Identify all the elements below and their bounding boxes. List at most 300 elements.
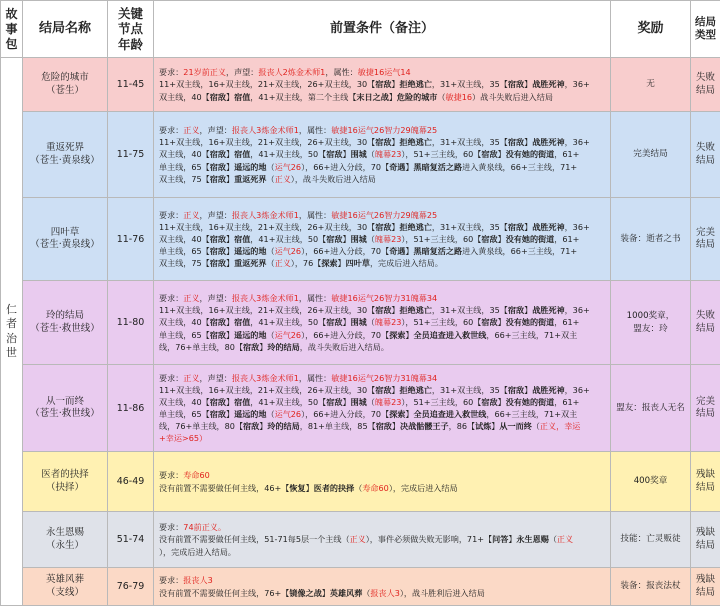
condition-line: [159, 533, 607, 545]
condition-text: （: [266, 409, 274, 419]
condition-text: 线，76+单主线，80【: [159, 421, 243, 431]
event-name: 围城: [351, 234, 367, 244]
event-name: 宿值: [234, 317, 250, 327]
condition-text: 】: [405, 246, 413, 256]
ending-type-cell: [691, 58, 720, 112]
ending-sub: （苍生·黄泉线）: [23, 239, 107, 251]
ending-name: 危险的城市: [23, 72, 107, 84]
ending-name-cell: [23, 365, 108, 452]
event-name: 宿值: [234, 397, 250, 407]
condition-text: 11+双主线，16+双主线，21+双主线，26+双主线，30【: [159, 137, 375, 147]
table-row: [1, 452, 720, 512]
event-name: 玲的结局: [267, 342, 299, 352]
condition-text: 双主线，75【: [159, 258, 210, 268]
condition-text: 11+双主线，16+双主线，21+双主线，26+双主线，30【: [159, 79, 375, 89]
condition-text: 进入黄泉线，66+三主线，71+: [462, 162, 577, 172]
event-name: 宿敌: [508, 137, 524, 147]
condition-text: 】: [322, 588, 330, 598]
requirement-highlight: 正义: [183, 373, 199, 383]
condition-text: ），51+三主线，60【: [401, 234, 481, 244]
table-body: [1, 58, 720, 606]
condition-text: 双主线，40【: [159, 397, 210, 407]
ending-type-text: 失败: [691, 142, 720, 154]
requirement-highlight: 寿命60: [362, 483, 389, 493]
event-name: 黑暗复活之路: [414, 246, 463, 256]
condition-text: 】: [405, 409, 413, 419]
condition-text: ），66+进入分歧，70【: [301, 246, 389, 256]
ending-type-text: 结局: [691, 482, 720, 494]
condition-text: （: [354, 483, 362, 493]
condition-text: 】: [524, 305, 532, 315]
requirement-highlight: 运气26: [275, 330, 302, 340]
event-name: 探索: [389, 330, 405, 340]
key-age: 11-76: [108, 198, 154, 281]
condition-text: ，41+双主线，50【: [250, 149, 326, 159]
ending-name: 四叶草: [23, 227, 107, 239]
event-name: 宿敌: [243, 421, 259, 431]
event-name: 围城: [351, 317, 367, 327]
key-age: 51-74: [108, 512, 154, 568]
event-name: 宿敌: [210, 397, 226, 407]
event-name: 试炼: [475, 421, 491, 431]
requirement-highlight: 21岁前正义: [183, 67, 226, 77]
condition-text: ，36+: [565, 222, 590, 232]
condition-text: （: [362, 588, 370, 598]
condition-text: 】: [391, 385, 399, 395]
requirement-highlight: 74前正义。: [183, 522, 226, 532]
condition-cell: [154, 568, 611, 606]
table-row: [1, 365, 720, 452]
key-age: 11-45: [108, 58, 154, 112]
condition-text: ，属性：: [299, 373, 331, 383]
reward-cell: [611, 568, 691, 606]
story-pack-cell: [1, 58, 23, 606]
event-name: 宿敌: [210, 174, 226, 184]
reward-text: 盟友：玲: [611, 323, 690, 335]
ending-type-text: 残缺: [691, 574, 720, 586]
ending-sub: （苍生·黄泉线）: [23, 155, 107, 167]
condition-text: 要求：: [159, 522, 183, 532]
condition-text: 】: [391, 222, 399, 232]
condition-text: ，61+: [554, 317, 579, 327]
event-name: 战胜死神: [532, 79, 564, 89]
condition-text: （: [266, 174, 274, 184]
ending-name: 永生恩赐: [23, 527, 107, 539]
ending-type-text: 结局: [691, 155, 720, 167]
requirement-highlight: 报丧人3炼金术师1: [232, 293, 299, 303]
condition-text: 】: [226, 330, 234, 340]
condition-text: ，41+双主线，50【: [250, 317, 326, 327]
requirement-highlight: 报丧人3: [370, 588, 399, 598]
ending-sub: （支线）: [23, 587, 107, 599]
ending-type-text: 残缺: [691, 469, 720, 481]
condition-text: 】: [226, 92, 234, 102]
condition-text: 】: [524, 222, 532, 232]
requirement-highlight: 敏捷16: [446, 92, 473, 102]
condition-cell: [154, 365, 611, 452]
condition-line: [159, 482, 607, 494]
condition-text: （: [266, 330, 274, 340]
condition-text: 】: [391, 137, 399, 147]
event-name: 奇遇: [389, 162, 405, 172]
ending-type-cell: [691, 452, 720, 512]
condition-line: [159, 136, 607, 148]
condition-text: 没有前置不需要做任何主线，51-71每5层一个主线（: [159, 534, 350, 544]
condition-line: [159, 221, 607, 233]
requirement-highlight: 报丧人3炼金术师1: [232, 125, 299, 135]
condition-text: ），战斗胜利后进入结局: [400, 588, 485, 598]
ending-name-cell: [23, 452, 108, 512]
condition-line: [159, 408, 607, 420]
reward-text: 400奖章: [611, 475, 690, 487]
event-name: 恢复: [289, 483, 305, 493]
requirement-highlight: 寿命60: [183, 470, 210, 480]
condition-text: 】: [226, 317, 234, 327]
ending-type-cell: [691, 568, 720, 606]
condition-text: ），76【: [291, 258, 322, 268]
condition-cell: [154, 112, 611, 198]
condition-line: [159, 587, 607, 599]
ending-name: 医者的抉择: [23, 469, 107, 481]
condition-text: ，完成后进入结局。: [370, 258, 443, 268]
ending-type-text: 失败: [691, 72, 720, 84]
event-name: 从一而终: [499, 421, 531, 431]
condition-line: [159, 78, 607, 90]
condition-line: [159, 245, 607, 257]
condition-line: [159, 173, 607, 185]
condition-text: ，61+: [554, 234, 579, 244]
reward-text: 技能：亡灵贩徒: [611, 533, 690, 545]
requirement-highlight: 报丧人3炼金术师1: [232, 210, 299, 220]
condition-text: 】: [491, 421, 499, 431]
condition-text: 单主线，65【: [159, 330, 210, 340]
reward-text: 装备：报丧法杖: [611, 580, 690, 592]
condition-text: ，36+: [565, 137, 590, 147]
reward-cell: [611, 112, 691, 198]
ending-name-cell: [23, 568, 108, 606]
event-name: 探索: [389, 409, 405, 419]
requirement-highlight: 运气26: [275, 409, 302, 419]
key-age: 46-49: [108, 452, 154, 512]
condition-line: [159, 161, 607, 173]
event-name: 战胜死神: [532, 385, 564, 395]
condition-text: 】: [524, 79, 532, 89]
requirement-highlight: 正义: [183, 210, 199, 220]
event-name: 宿敌: [508, 385, 524, 395]
ending-name-cell: [23, 58, 108, 112]
requirement-highlight: 魄幕23: [375, 149, 402, 159]
requirement-highlight: 报丧人2炼金术师1: [258, 67, 325, 77]
condition-text: （: [367, 149, 375, 159]
event-name: 宿敌: [210, 92, 226, 102]
header-reward: 奖励: [611, 1, 691, 58]
event-name: 探索: [321, 258, 337, 268]
event-name: 遥远的地: [234, 409, 266, 419]
requirement-highlight: 正义: [350, 534, 366, 544]
condition-text: 】: [508, 534, 516, 544]
event-name: 宿敌: [210, 162, 226, 172]
event-name: 四叶草: [346, 258, 370, 268]
condition-line: [159, 329, 607, 341]
ending-sub: （永生）: [23, 540, 107, 552]
reward-cell: [611, 365, 691, 452]
requirement-highlight: 报丧人3炼金术师1: [232, 373, 299, 383]
ending-name: 从一而终: [23, 396, 107, 408]
requirement-highlight: 敏捷16运气26智力29魄幕25: [331, 210, 437, 220]
requirement-highlight: 正义: [183, 125, 199, 135]
condition-line: [159, 233, 607, 245]
requirement-highlight: 正义，幸运: [540, 421, 580, 431]
condition-text: 】: [226, 409, 234, 419]
reward-text: 无: [611, 78, 690, 90]
condition-text: 】: [259, 342, 267, 352]
ending-name: 重返死界: [23, 142, 107, 154]
event-name: 拒绝逃亡: [400, 305, 432, 315]
event-name: 宿敌: [508, 222, 524, 232]
condition-line: [159, 420, 607, 432]
event-name: 战胜死神: [532, 305, 564, 315]
requirement-highlight: 敏捷16运气14: [358, 67, 411, 77]
key-age: 11-75: [108, 112, 154, 198]
table-row: [1, 112, 720, 198]
condition-text: 】: [342, 149, 350, 159]
event-name: 没有她的街道: [506, 397, 555, 407]
event-name: 拒绝逃亡: [400, 137, 432, 147]
condition-line: [159, 372, 607, 384]
ending-name-cell: [23, 512, 108, 568]
key-age: 76-79: [108, 568, 154, 606]
condition-line: [159, 257, 607, 269]
reward-text: 装备：逝者之书: [611, 233, 690, 245]
requirement-highlight: 正义: [557, 534, 573, 544]
ending-sub: （苍生）: [23, 85, 107, 97]
event-name: 没有她的街道: [506, 317, 555, 327]
condition-text: ，36+: [565, 385, 590, 395]
table-row: [1, 58, 720, 112]
ending-name: 玲的结局: [23, 310, 107, 322]
condition-text: ，属性：: [299, 210, 331, 220]
event-name: 没有她的街道: [506, 234, 555, 244]
header-group: 故 事 包: [1, 1, 23, 58]
condition-line: [159, 148, 607, 160]
condition-text: ，属性：: [325, 67, 357, 77]
condition-text: ，41+双主线，第二个主线【: [250, 92, 356, 102]
condition-text: 】: [391, 305, 399, 315]
event-name: 围城: [351, 149, 367, 159]
condition-text: 】: [226, 174, 234, 184]
event-name: 宿敌: [210, 246, 226, 256]
ending-name-cell: [23, 281, 108, 365]
event-name: 宿敌: [243, 342, 259, 352]
ending-name: 英雄风葬: [23, 574, 107, 586]
event-name: 全员追查进入救世线: [414, 409, 487, 419]
condition-line: [159, 209, 607, 221]
condition-line: [159, 384, 607, 396]
condition-text: （: [367, 317, 375, 327]
condition-text: ，36+: [565, 305, 590, 315]
condition-text: 】: [338, 258, 346, 268]
event-name: 没有她的街道: [506, 149, 555, 159]
event-name: 遥远的地: [234, 330, 266, 340]
condition-text: ），66+进入分歧，70【: [301, 409, 389, 419]
event-name: 重返死界: [234, 174, 266, 184]
condition-text: 】: [342, 397, 350, 407]
ending-type-cell: [691, 112, 720, 198]
condition-line: [159, 396, 607, 408]
condition-text: （: [266, 246, 274, 256]
condition-text: ，声望：: [226, 67, 258, 77]
event-name: 永生恩赐: [516, 534, 548, 544]
condition-text: ），51+三主线，60【: [401, 149, 481, 159]
condition-text: ，31+双主线，35【: [432, 385, 508, 395]
condition-line: [159, 91, 607, 103]
ending-type-cell: [691, 512, 720, 568]
condition-text: 】: [498, 149, 506, 159]
condition-text: 要求：: [159, 125, 183, 135]
header-row: [1, 1, 720, 58]
condition-line: [159, 546, 607, 558]
condition-text: 单主线，65【: [159, 246, 210, 256]
condition-text: 双主线，40【: [159, 149, 210, 159]
header-name: 结局名称: [23, 1, 108, 58]
event-name: 宿敌: [481, 317, 497, 327]
ending-type-text: 结局: [691, 408, 720, 420]
event-name: 拒绝逃亡: [400, 222, 432, 232]
condition-text: 双主线，40【: [159, 92, 210, 102]
event-name: 宿敌: [481, 149, 497, 159]
condition-text: （: [367, 234, 375, 244]
condition-cell: [154, 198, 611, 281]
requirement-highlight: 敏捷16运气26智力31魄幕34: [331, 293, 437, 303]
condition-text: 要求：: [159, 210, 183, 220]
condition-text: 】: [389, 92, 397, 102]
condition-text: ，属性：: [299, 293, 331, 303]
event-name: 宿敌: [210, 409, 226, 419]
condition-text: 】: [405, 330, 413, 340]
condition-text: 】: [342, 317, 350, 327]
condition-text: （: [266, 162, 274, 172]
condition-text: 】: [524, 137, 532, 147]
header-condition: 前置条件（备注）: [154, 1, 611, 58]
ending-sub: （苍生·救世线）: [23, 408, 107, 420]
condition-text: ），66+进入分歧，70【: [301, 162, 389, 172]
reward-text: 1000奖章，: [611, 310, 690, 322]
event-name: 宿敌: [210, 149, 226, 159]
ending-sub: （抉择）: [23, 482, 107, 494]
condition-text: ，66+三主线，71+双主: [486, 330, 577, 340]
ending-type-text: 结局: [691, 540, 720, 552]
condition-text: ，41+双主线，50【: [250, 234, 326, 244]
ending-type-text: 完美: [691, 227, 720, 239]
requirement-highlight: 魄幕23: [375, 397, 402, 407]
requirement-highlight: 正义: [183, 293, 199, 303]
requirement-highlight: 报丧人3: [183, 575, 212, 585]
condition-text: 】: [306, 483, 314, 493]
condition-text: 双主线，40【: [159, 317, 210, 327]
condition-text: （: [532, 421, 540, 431]
condition-text: （: [367, 397, 375, 407]
requirement-highlight: 敏捷16运气26智力31魄幕34: [331, 373, 437, 383]
event-name: 宿敌: [210, 234, 226, 244]
event-name: 宿敌: [375, 305, 391, 315]
condition-text: 双主线，75【: [159, 174, 210, 184]
condition-text: ，61+: [554, 397, 579, 407]
requirement-highlight: 敏捷16运气26智力29魄幕25: [331, 125, 437, 135]
condition-text: ），战斗失败后进入结局: [291, 174, 376, 184]
condition-text: 要求：: [159, 67, 183, 77]
condition-text: ，41+双主线，50【: [250, 397, 326, 407]
event-name: 宿敌: [375, 222, 391, 232]
condition-text: 11+双主线，16+双主线，21+双主线，26+双主线，30【: [159, 305, 375, 315]
condition-line: [159, 432, 607, 444]
event-name: 决战骷髅王子: [400, 421, 449, 431]
condition-text: 】: [342, 234, 350, 244]
reward-cell: [611, 281, 691, 365]
event-name: 镜像之战: [289, 588, 321, 598]
requirement-highlight: 正义: [275, 258, 291, 268]
event-name: 宿敌: [210, 258, 226, 268]
condition-text: ，81+单主线，85【: [300, 421, 376, 431]
reward-text: 完美结局: [611, 148, 690, 160]
condition-text: 】: [226, 258, 234, 268]
condition-line: [159, 316, 607, 328]
event-name: 拒绝逃亡: [400, 385, 432, 395]
event-name: 宿敌: [508, 305, 524, 315]
condition-text: 】: [498, 397, 506, 407]
event-name: 宿值: [234, 92, 250, 102]
ending-type-text: 结局: [691, 323, 720, 335]
event-name: 医者的抉择: [314, 483, 354, 493]
condition-line: [159, 341, 607, 353]
reward-text: 盟友：报丧人无名: [611, 402, 690, 414]
requirement-highlight: +幸运>65）: [159, 433, 207, 443]
condition-text: ），51+三主线，60【: [401, 317, 481, 327]
event-name: 宿敌: [326, 397, 342, 407]
ending-name-cell: [23, 198, 108, 281]
condition-text: 】: [392, 421, 400, 431]
ending-type-text: 结局: [691, 85, 720, 97]
condition-text: 要求：: [159, 575, 183, 585]
condition-line: [159, 574, 607, 586]
ending-type-text: 完美: [691, 396, 720, 408]
condition-text: 】: [498, 317, 506, 327]
event-name: 遥远的地: [234, 162, 266, 172]
condition-text: ，声望：: [200, 125, 232, 135]
event-name: 宿敌: [508, 79, 524, 89]
story-pack-label: 仁者 治世: [6, 303, 17, 359]
condition-text: 没有前置不需要做任何主线，76+【: [159, 588, 289, 598]
key-age: 11-86: [108, 365, 154, 452]
event-name: 末日之战: [356, 92, 388, 102]
event-name: 重返死界: [234, 258, 266, 268]
event-name: 危险的城市: [397, 92, 437, 102]
condition-line: [159, 304, 607, 316]
condition-text: ，86【: [449, 421, 476, 431]
condition-text: ，31+双主线，35【: [432, 222, 508, 232]
condition-text: ），51+三主线，60【: [401, 397, 481, 407]
condition-text: 】: [226, 149, 234, 159]
condition-text: ，战斗失败后进入结局。: [300, 342, 389, 352]
condition-text: 单主线，65【: [159, 162, 210, 172]
ending-type-cell: [691, 198, 720, 281]
reward-cell: [611, 452, 691, 512]
table-row: [1, 281, 720, 365]
condition-text: ），完成后进入结局: [389, 483, 458, 493]
ending-sub: （苍生·救世线）: [23, 323, 107, 335]
condition-text: ，31+双主线，35【: [432, 137, 508, 147]
event-name: 宿敌: [375, 137, 391, 147]
requirement-highlight: 运气26: [275, 246, 302, 256]
